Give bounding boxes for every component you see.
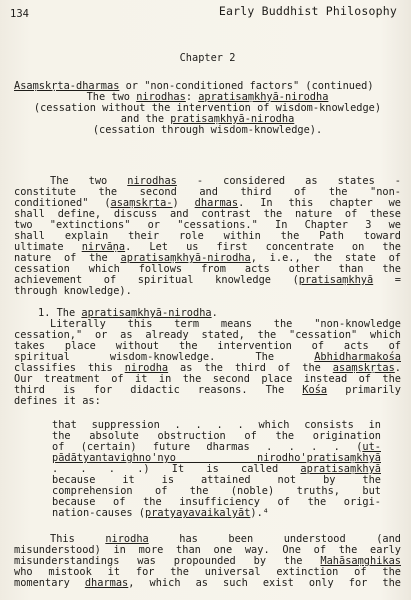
chapter-heading-line: (cessation through wisdom-knowledge). [92,124,323,136]
text: classifies this [14,362,125,374]
paragraph-line: misunderstood) in more than one way. One of the early [14,544,401,556]
quote-line: because it is attained not by the [52,474,381,486]
paragraph-line: shall define, discuss and contrast the nature of these [14,208,401,220]
paragraph-line: constitute the second and third of the "non- [14,186,401,198]
term: Mahāsaṃghikas [320,555,401,567]
term: apratisaṃkhyā [300,463,381,475]
text: ) [172,197,195,209]
term: apratisaṃkhyā-nirodha [120,252,251,264]
paragraph-line: two "extinctions" or "cessations." In Chapter 3 we [14,219,401,231]
heading-text: : [185,91,199,103]
text: , i.e., the state of [250,252,401,264]
term: pādātyantavighno'nyo nirodho'pratisaṃkhyā [52,452,381,464]
term: pratyayavaikalyāt [145,507,251,519]
text: as the third of the [168,362,333,374]
quote-line: comprehension of the (noble) truths, but [52,485,381,497]
text: The two [50,175,128,187]
term: dharmas [194,197,239,209]
text: spiritual wisdom-knowledge. The [14,351,315,363]
text: ultimate [14,241,82,253]
quote-line: because of the insufficiency of the origi- [52,496,381,508]
text: - considered as states - [176,175,401,187]
term: asaṃskṛta- [110,197,173,209]
text: misunderstandings was propounded by the [14,555,321,567]
term: Kośa [302,384,328,396]
text: ).⁴ [250,507,269,519]
paragraph-line: Our treatment of it in the second place instead of the [14,373,401,385]
heading-term: Asaṃskṛta-dharmas [14,80,120,92]
paragraph-line [14,577,401,589]
text: . [394,362,401,374]
text: . [211,307,218,319]
paragraph-line: through knowledge). [14,285,132,297]
text: nation-causes ( [52,507,145,519]
running-head: Early Buddhist Philosophy [218,4,397,18]
page-header [10,4,397,22]
paragraph-line: cessation," or as already stated, the "cessation" which [14,329,401,341]
heading-text: The two [86,91,137,103]
text: , which as such exist only for the [128,577,402,589]
text: . . . .) It is called [52,463,301,475]
term: Abhidharmakośa [314,351,401,363]
term: apratisaṃkhyā-nirodha [81,307,212,319]
heading-text: or "non-conditioned factors" (continued) [119,80,374,92]
text: 1. The [38,307,82,319]
text: This [50,533,106,545]
chapter-heading-line: (cessation without the intervention of wisdom-knowledge) [33,102,382,114]
paragraph-line: cessation which follows from acts other than the [14,263,401,275]
page-number: 134 [10,8,29,20]
term: asaṃskṛtas [332,362,395,374]
paragraph-line: takes place without the intervention of acts of [14,340,401,352]
text: momentary [14,577,85,589]
term: nirodha [105,533,149,545]
text: nature of the [14,252,121,264]
paragraph-line: Literally this term means the "non-knowledge [50,318,401,330]
text: achievement of spiritual knowledge ( [14,274,299,286]
paragraph-line: shall explain their role within the Path toward [14,230,401,242]
paragraph-line: who mistook it for the universal extinction of the [14,566,401,578]
text: of (certain) future dharmas . . . . ( [52,441,363,453]
text: third is for didactic reasons. The [14,384,303,396]
text: primarily [327,384,401,396]
term: ut- [362,441,381,453]
text: = [373,274,401,286]
text: conditioned" ( [14,197,111,209]
text: . In this chapter we [238,197,401,209]
chapter-title: Chapter 2 [179,52,236,64]
quote-line: that suppression . . . . which consists in [52,419,381,431]
term: nirodhas [127,175,177,187]
term: nirvāṇa [81,241,126,253]
text: has been understood (and [148,533,402,545]
heading-term: pratisaṃkhyā-nirodha [170,113,295,125]
quote-line: the absolute obstruction of the origination [52,430,381,442]
quote-line [52,507,381,519]
paragraph-line: defines it as: [14,395,101,407]
heading-term: nirodhas [136,91,186,103]
heading-term: apratisaṃkhyā-nirodha [198,91,329,103]
term: pratisaṃkhyā [298,274,374,286]
term: nirodha [124,362,169,374]
heading-text: and the [120,113,171,125]
text: . Let us first concentrate on the [125,241,401,253]
term: dharmas [84,577,129,589]
